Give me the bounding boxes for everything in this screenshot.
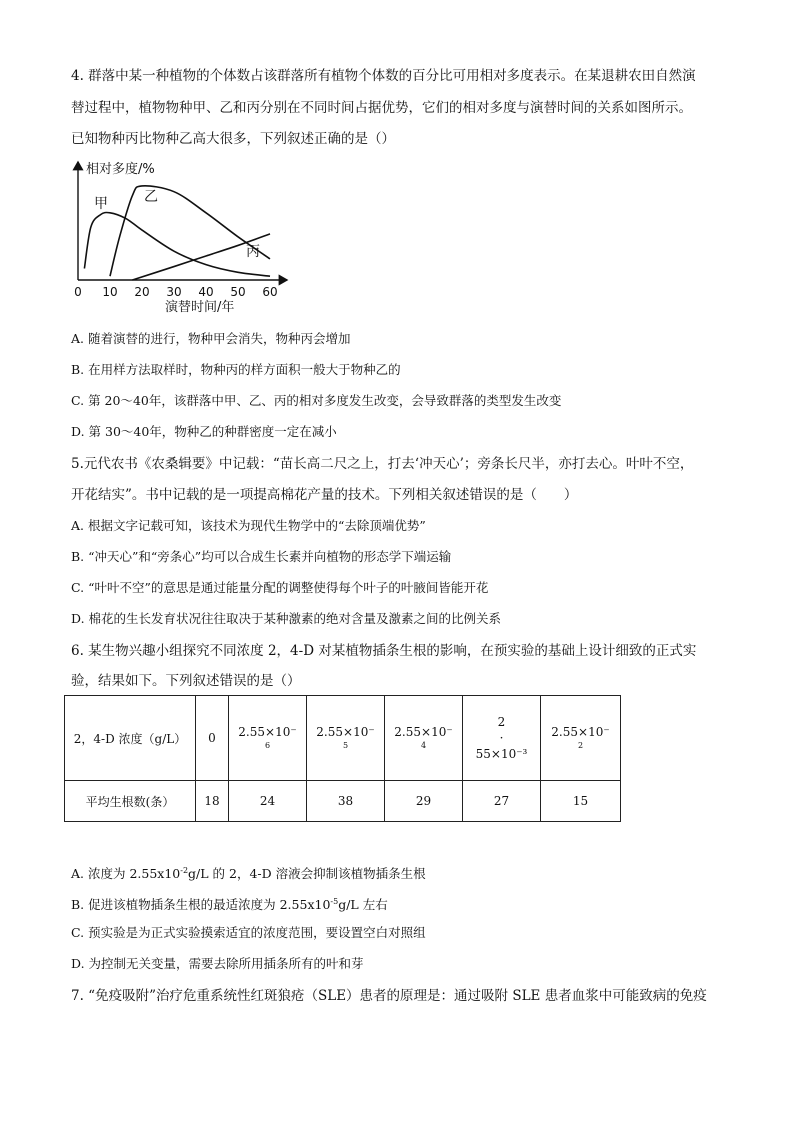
q6-option-b: B. 促进该植物插条生根的最适浓度为 $2.55x10^{-5}g/L$ 左右 (71, 897, 388, 913)
table-cell: 2.55×10⁻ 6 (229, 696, 307, 781)
q6-stem-line-2: 验，结果如下。下列叙述错误的是（） (71, 673, 301, 689)
q4-stem-line-2: 替过程中，植物物种甲、乙和丙分别在不同时间占据优势，它们的相对多度与演替时间的关系如图所示。 (71, 100, 692, 116)
q4-option-c: C. 第 20～40年，该群落中甲、乙、丙的相对多度发生改变，会导致群落的类型发生改变 (71, 393, 562, 408)
table-cell: 18 (196, 781, 229, 822)
succession-chart (62, 156, 302, 316)
q4-option-d: D. 第 30～40年，物种乙的种群密度一定在减小 (71, 424, 337, 439)
q6-stem-line-1: 6. 某生物兴趣小组探究不同浓度 2，4-D 对某植物插条生根的影响，在预实验的基础上设计细致的正式实 (71, 643, 697, 659)
q4-option-a: A. 随着演替的进行，物种甲会消失，物种丙会增加 (71, 331, 351, 346)
q5-option-b: B. “冲天心”和“旁条心”均可以合成生长素并向植物的形态学下端运输 (71, 549, 452, 564)
table-cell: 15 (541, 781, 621, 822)
q5-stem-line-2: 开花结实”。书中记载的是一项提高棉花产量的技术。下列相关叙述错误的是（ ） (71, 487, 578, 503)
table-cell: 27 (463, 781, 541, 822)
chart-axes (78, 162, 287, 280)
table-cell: 2.55×10⁻ 5 (307, 696, 385, 781)
table-cell: 2.55×10⁻ 2 (541, 696, 621, 781)
concentration-table (64, 695, 621, 822)
x-tick-label: 10 (102, 285, 118, 299)
x-axis-label: 演替时间/年 (165, 300, 235, 315)
table-row (65, 696, 621, 781)
q4-option-b: B. 在用样方法取样时，物种丙的样方面积一般大于物种乙的 (71, 362, 401, 377)
q7-stem-line-1: 7. “免疫吸附”治疗危重系统性红斑狼疮（SLE）患者的原理是：通过吸附 SLE 患者血浆中可能致病的免疫 (71, 988, 707, 1004)
q5-stem-line-1: 5.元代农书《农桑辑要》中记载：“苗长高二尺之上，打去‘冲天心’；旁条长尺半，亦打去心。叶叶不空， (71, 456, 694, 472)
table-row (65, 781, 621, 822)
chart-series (84, 186, 270, 280)
table-cell: 0 (196, 696, 229, 781)
q6-option-a: A. 浓度为 $2.55x10^{-2}g/L$ 的 2，4-D 溶液会抑制该植物插条生根 (71, 866, 426, 882)
x-tick-label: 40 (198, 285, 214, 299)
table-header-roots: 平均生根数(条） (65, 781, 196, 822)
series-label: 丙 (246, 244, 260, 260)
q4-stem-line-1: 4. 群落中某一种植物的个体数占该群落所有植物个体数的百分比可用相对多度表示。在某退耕农田自然演 (71, 68, 696, 84)
q5-option-c: C. “叶叶不空”的意思是通过能量分配的调整使得每个叶子的叶腋间皆能开花 (71, 580, 489, 595)
x-tick-label: 20 (134, 285, 150, 299)
series-label: 乙 (144, 189, 158, 205)
y-axis-label: 相对多度/% (86, 162, 155, 177)
q5-option-d: D. 棉花的生长发育状况往往取决于某种激素的绝对含量及激素之间的比例关系 (71, 611, 502, 626)
series-label: 甲 (94, 196, 108, 212)
table-cell: 2 · 55×10⁻³ (463, 696, 541, 781)
table-cell: 24 (229, 781, 307, 822)
table-cell: 29 (385, 781, 463, 822)
x-tick-label: 0 (74, 285, 82, 299)
series-line-乙 (110, 186, 270, 276)
q6-option-c: C. 预实验是为正式实验摸索适宜的浓度范围，要设置空白对照组 (71, 925, 426, 940)
table-cell: 38 (307, 781, 385, 822)
x-tick-label: 60 (262, 285, 278, 299)
q6-option-d: D. 为控制无关变量，需要去除所用插条所有的叶和芽 (71, 956, 364, 971)
q5-option-a: A. 根据文字记载可知，该技术为现代生物学中的“去除顶端优势” (71, 518, 426, 533)
q4-stem-line-3: 已知物种丙比物种乙高大很多，下列叙述正确的是（） (71, 131, 395, 147)
x-tick-labels (74, 285, 277, 299)
x-tick-label: 50 (230, 285, 246, 299)
table-cell: 2.55×10⁻ 4 (385, 696, 463, 781)
table-header-concentration: 2，4-D 浓度（g/L） (65, 696, 196, 781)
x-tick-label: 30 (166, 285, 182, 299)
